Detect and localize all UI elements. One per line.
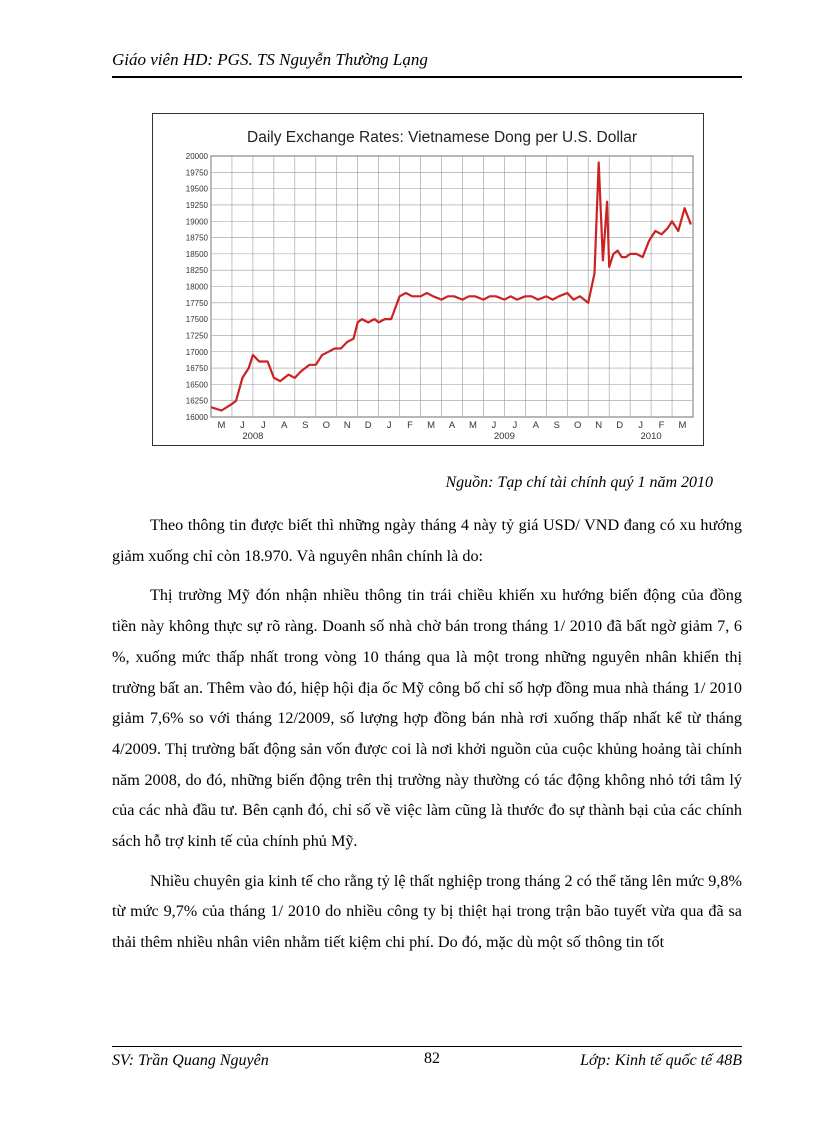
x-tick-label: F [658, 420, 665, 431]
y-tick-label: 17500 [185, 315, 208, 325]
x-tick-label: O [322, 420, 330, 431]
year-label: 2008 [242, 431, 264, 442]
footer-student: SV: Trần Quang Nguyên [112, 1052, 269, 1069]
header-teacher: Giáo viên HD: PGS. TS Nguyễn Thường Lạng [112, 50, 428, 69]
x-tick-label: M [678, 420, 687, 431]
year-label: 2010 [640, 431, 662, 442]
chart-source-caption: Nguồn: Tạp chí tài chính quý 1 năm 2010 [445, 474, 713, 491]
x-tick-label: F [407, 420, 413, 431]
exchange-rate-chart [152, 113, 704, 446]
y-tick-label: 16500 [185, 380, 208, 390]
x-tick-label: J [638, 420, 643, 431]
page-header [112, 48, 742, 78]
chart-title: Daily Exchange Rates: Vietnamese Dong per U.S. Dollar [247, 129, 637, 146]
x-tick-label: M [427, 420, 436, 431]
x-tick-label: A [281, 420, 288, 431]
y-tick-label: 19750 [185, 168, 208, 178]
y-tick-label: 20000 [185, 152, 208, 161]
y-tick-label: 16250 [185, 396, 208, 406]
y-tick-label: 19250 [185, 200, 208, 210]
y-tick-label: 17000 [185, 347, 208, 357]
page-number: 82 [424, 1050, 440, 1067]
body-text [112, 510, 742, 967]
x-tick-label: D [616, 420, 624, 431]
x-tick-label: J [386, 420, 392, 431]
y-tick-label: 16750 [185, 364, 208, 374]
page-footer [112, 1046, 742, 1073]
x-tick-label: S [302, 420, 309, 431]
x-tick-label: N [595, 420, 603, 431]
chart-svg [153, 114, 703, 445]
x-tick-label: J [491, 420, 497, 431]
x-tick-label: S [553, 420, 560, 431]
footer-class: Lớp: Kinh tế quốc tế 48B [580, 1052, 742, 1069]
y-tick-label: 19500 [185, 184, 208, 194]
year-label: 2009 [493, 431, 515, 442]
x-tick-label: J [240, 420, 245, 431]
y-tick-label: 18000 [185, 282, 208, 292]
y-tick-label: 18250 [185, 266, 208, 276]
x-tick-label: A [448, 420, 456, 431]
y-tick-label: 18750 [185, 233, 208, 243]
y-tick-label: 19000 [185, 217, 208, 227]
x-tick-label: O [574, 420, 582, 431]
y-tick-label: 18500 [185, 249, 208, 259]
x-tick-label: J [261, 420, 266, 431]
paragraph-3: Nhiều chuyên gia kinh tế cho rằng tỷ lệ thất nghiệp trong tháng 2 có thể tăng lên mức 9,8% từ mức 9,7% của tháng 1/ 2010 do nhiều công ty bị thiệt hại trong trận bão tuyết vừa qua đã sa thải thêm nhiều nhân viên nhằm tiết kiệm chi phí. Do đó, mặc dù một số thông tin tốt [112, 871, 742, 952]
x-tick-label: M [217, 420, 226, 431]
x-tick-label: D [364, 420, 372, 431]
y-tick-label: 17750 [185, 298, 208, 308]
y-tick-label: 17250 [185, 331, 208, 341]
y-tick-label: 16000 [185, 413, 208, 422]
paragraph-2: Thị trường Mỹ đón nhận nhiều thông tin trái chiều khiến xu hướng biến động của đồng tiền này không thực sự rõ ràng. Doanh số nhà chờ bán trong tháng 1/ 2010 đã bất ngờ giảm 7, 6 %, xuống mức thấp nhất trong vòng 10 tháng qua là một trong những nguyên nhân khiến thị trường bất an. Thêm vào đó, hiệp hội địa ốc Mỹ công bố chỉ số hợp đồng mua nhà tháng 1/ 2010 giảm 7,6% so với tháng 12/2009, số lượng hợp đồng bán nhà rơi xuống thấp nhất kể từ tháng 4/2009. Thị trường bất động sản vốn được coi là nơi khởi nguồn của cuộc khủng hoảng tài chính năm 2008, do đó, những biến động trên thị trường này thường có tác động không nhỏ tới tâm lý của các nhà đầu tư. Bên cạnh đó, chỉ số về việc làm cũng là thước đo sự thành bại của các chính sách hỗ trợ kinh tế của chính phủ Mỹ. [112, 586, 742, 851]
x-tick-label: N [343, 420, 351, 431]
x-tick-label: M [468, 420, 477, 431]
paragraph-1: Theo thông tin được biết thì những ngày tháng 4 này tỷ giá USD/ VND đang có xu hướng giảm xuống chỉ còn 18.970. Và nguyên nhân chính là do: [112, 516, 742, 565]
x-tick-label: J [512, 420, 518, 431]
x-tick-label: A [532, 420, 539, 431]
